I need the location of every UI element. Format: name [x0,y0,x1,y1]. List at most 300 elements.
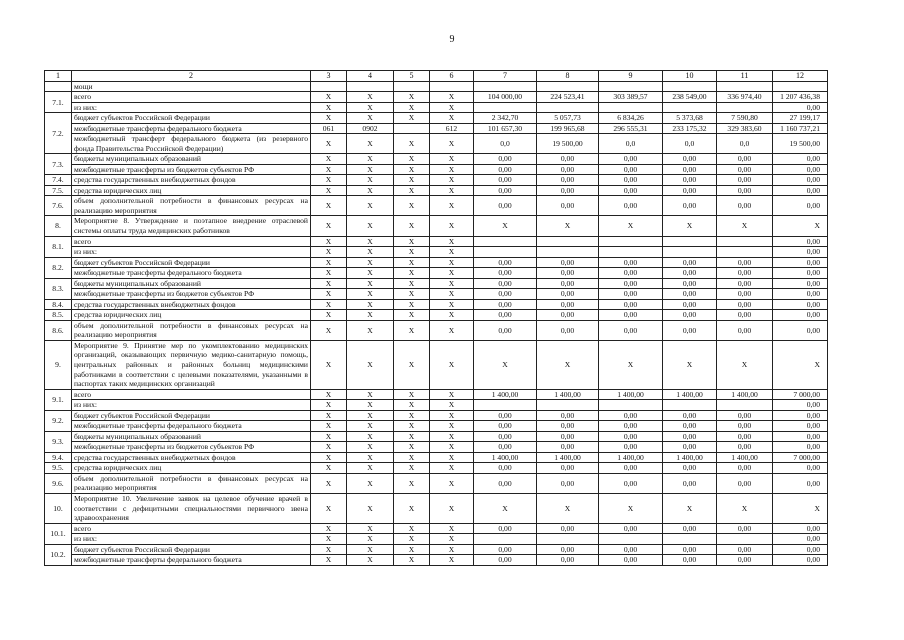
table-row [45,410,828,421]
value-cell-col7: 0,00 [474,164,537,175]
row-description: мощи [72,81,311,92]
value-cell-col7: 0,00 [474,257,537,268]
value-cell-col5: X [394,278,430,289]
value-cell-col7: X [474,340,537,389]
value-cell-col6: X [430,555,474,566]
value-cell-col9: 0,00 [599,544,663,555]
value-cell-col9: 0,00 [599,421,663,432]
value-cell-col8: X [537,493,599,523]
value-cell-col3: X [311,421,347,432]
row-number: 10. [45,493,72,523]
value-cell-col3: X [311,113,347,124]
value-cell-col4: X [347,544,394,555]
value-cell-col3: X [311,175,347,186]
value-cell-col7: 2 342,70 [474,113,537,124]
value-cell-col8: 0,00 [537,257,599,268]
value-cell-col9: 303 389,57 [599,92,663,103]
value-cell-col8: 0,00 [537,463,599,474]
value-cell-col7: 0,00 [474,544,537,555]
value-cell-col6: X [430,544,474,555]
value-cell-col6: X [430,389,474,400]
value-cell-col12: 27 199,17 [773,113,828,124]
value-cell-col6: X [430,134,474,154]
row-description: средства государственных внебюджетных фондов [72,299,311,310]
value-cell-col9: 6 834,26 [599,113,663,124]
value-cell-col5: X [394,299,430,310]
value-cell-col4: X [347,216,394,236]
col-header: 2 [72,71,311,82]
table-row [45,236,828,247]
value-cell-col10: 233 175,32 [663,123,717,134]
value-cell-col11: 0,00 [717,320,773,340]
row-number: 8.6. [45,320,72,340]
value-cell-col7: 0,00 [474,555,537,566]
empty-cell [347,81,394,92]
value-cell-col5: X [394,257,430,268]
table-row [45,113,828,124]
value-cell-col10 [663,400,717,411]
value-cell-col5: X [394,310,430,321]
value-cell-col6: X [430,452,474,463]
value-cell-col3: X [311,92,347,103]
value-cell-col4: X [347,175,394,186]
value-cell-col6: X [430,431,474,442]
value-cell-col3: X [311,400,347,411]
row-description: Мероприятие 9. Принятие мер по укомплектованию медицинских организаций, оказывающих первичную медико-санитарную помощь, центральных районных и районных больниц медицинскими работниками в соответствии с целевыми показателями, указанными в паспортах таких медицинских организаций [72,340,311,389]
value-cell-col6: X [430,463,474,474]
value-cell-col5: X [394,555,430,566]
value-cell-col10: 0,00 [663,196,717,216]
row-number-cell [45,81,72,92]
value-cell-col12: 0,00 [773,257,828,268]
value-cell-col6: X [430,278,474,289]
value-cell-col4: X [347,154,394,165]
value-cell-col3: X [311,431,347,442]
value-cell-col7: 0,00 [474,410,537,421]
value-cell-col7: 0,00 [474,185,537,196]
empty-cell [474,81,537,92]
value-cell-col11 [717,534,773,545]
value-cell-col10: 0,00 [663,463,717,474]
value-cell-col5: X [394,164,430,175]
value-cell-col11: 0,00 [717,523,773,534]
value-cell-col5: X [394,247,430,258]
value-cell-col6: X [430,175,474,186]
value-cell-col10 [663,247,717,258]
value-cell-col4: X [347,340,394,389]
value-cell-col12: 0,00 [773,534,828,545]
value-cell-col8: 199 965,68 [537,123,599,134]
value-cell-col5: X [394,400,430,411]
value-cell-col9: 0,00 [599,463,663,474]
table-row [45,81,828,92]
table-row [45,523,828,534]
value-cell-col4: X [347,473,394,493]
value-cell-col12: 0,00 [773,289,828,300]
value-cell-col12: 0,00 [773,431,828,442]
value-cell-col4: X [347,523,394,534]
row-description: Мероприятие 8. Утверждение и поэтапное внедрение отраслевой системы оплаты труда медицинских работников [72,216,311,236]
row-description: межбюджетные трансферты федерального бюджета [72,268,311,279]
value-cell-col5: X [394,389,430,400]
row-description: средства государственных внебюджетных фондов [72,175,311,186]
value-cell-col4: X [347,185,394,196]
value-cell-col7: 0,00 [474,431,537,442]
value-cell-col5: X [394,175,430,186]
col-header: 4 [347,71,394,82]
value-cell-col12: X [773,216,828,236]
value-cell-col5: X [394,463,430,474]
value-cell-col11: X [717,340,773,389]
row-number: 7.2. [45,113,72,154]
value-cell-col11: 0,00 [717,544,773,555]
value-cell-col7: 0,00 [474,289,537,300]
value-cell-col10: 0,00 [663,154,717,165]
value-cell-col3: X [311,555,347,566]
row-number: 8.5. [45,310,72,321]
value-cell-col10: 0,00 [663,523,717,534]
row-number: 9.5. [45,463,72,474]
value-cell-col5: X [394,92,430,103]
value-cell-col9: 0,00 [599,320,663,340]
col-header: 3 [311,71,347,82]
value-cell-col5: X [394,113,430,124]
value-cell-col11: 0,00 [717,257,773,268]
empty-cell [430,81,474,92]
table-row [45,164,828,175]
row-description: объем дополнительной потребности в финансовых ресурсах на реализацию мероприятия [72,320,311,340]
value-cell-col3: X [311,134,347,154]
value-cell-col3: X [311,196,347,216]
value-cell-col12: 0,00 [773,400,828,411]
value-cell-col12: 0,00 [773,175,828,186]
value-cell-col8: 0,00 [537,431,599,442]
value-cell-col8: 0,00 [537,320,599,340]
value-cell-col8: 0,00 [537,175,599,186]
value-cell-col7: 0,00 [474,299,537,310]
value-cell-col8 [537,102,599,113]
value-cell-col9: 0,00 [599,185,663,196]
value-cell-col12: 0,00 [773,442,828,453]
row-description: межбюджетные трансферты федерального бюджета [72,123,311,134]
value-cell-col3: X [311,289,347,300]
value-cell-col11: 0,00 [717,289,773,300]
row-number: 7.4. [45,175,72,186]
row-number: 7.3. [45,154,72,175]
value-cell-col10: 0,00 [663,278,717,289]
value-cell-col11: 0,00 [717,268,773,279]
value-cell-col6: X [430,421,474,432]
value-cell-col5: X [394,431,430,442]
value-cell-col9: 0,00 [599,555,663,566]
value-cell-col6: X [430,154,474,165]
col-header: 11 [717,71,773,82]
value-cell-col12: 0,00 [773,278,828,289]
value-cell-col12: 0,00 [773,299,828,310]
table-row [45,289,828,300]
value-cell-col10 [663,534,717,545]
value-cell-col8: X [537,340,599,389]
value-cell-col12: 0,00 [773,320,828,340]
value-cell-col6: X [430,523,474,534]
table-row [45,463,828,474]
row-description: Мероприятие 10. Увеличение заявок на целевое обучение врачей в соответствии с дефицитными специальностями первичного звена здравоохранения [72,493,311,523]
table-row [45,268,828,279]
value-cell-col9: 0,00 [599,196,663,216]
value-cell-col4: X [347,421,394,432]
value-cell-col10: 1 400,00 [663,452,717,463]
row-description: средства государственных внебюджетных фондов [72,452,311,463]
value-cell-col9: 0,0 [599,134,663,154]
value-cell-col4: X [347,493,394,523]
value-cell-col4: X [347,400,394,411]
value-cell-col7: X [474,493,537,523]
row-number: 10.2. [45,544,72,565]
value-cell-col7 [474,534,537,545]
value-cell-col10: 0,00 [663,442,717,453]
value-cell-col3: X [311,185,347,196]
value-cell-col7: 0,00 [474,310,537,321]
value-cell-col9: X [599,340,663,389]
value-cell-col7 [474,247,537,258]
value-cell-col3: X [311,340,347,389]
value-cell-col9: 1 400,00 [599,452,663,463]
value-cell-col6: X [430,164,474,175]
value-cell-col3: X [311,216,347,236]
table-row [45,299,828,310]
value-cell-col10 [663,236,717,247]
col-header: 7 [474,71,537,82]
value-cell-col9: 0,00 [599,164,663,175]
value-cell-col8: 0,00 [537,154,599,165]
value-cell-col3: X [311,463,347,474]
value-cell-col5: X [394,410,430,421]
value-cell-col4: X [347,236,394,247]
value-cell-col10: 1 400,00 [663,389,717,400]
value-cell-col10: 0,00 [663,473,717,493]
value-cell-col4: X [347,278,394,289]
value-cell-col4: X [347,289,394,300]
value-cell-col7: 0,00 [474,421,537,432]
value-cell-col11: 0,00 [717,299,773,310]
value-cell-col6: X [430,247,474,258]
value-cell-col9: 0,00 [599,257,663,268]
value-cell-col6: X [430,340,474,389]
value-cell-col4: X [347,257,394,268]
value-cell-col4: X [347,102,394,113]
value-cell-col3: X [311,523,347,534]
value-cell-col7 [474,236,537,247]
value-cell-col7: 1 400,00 [474,452,537,463]
value-cell-col11 [717,102,773,113]
row-description: межбюджетные трансферты федерального бюджета [72,421,311,432]
value-cell-col3: X [311,534,347,545]
value-cell-col8 [537,247,599,258]
table-row [45,154,828,165]
value-cell-col7: 0,00 [474,196,537,216]
value-cell-col3: X [311,164,347,175]
table-row [45,473,828,493]
value-cell-col7: 0,00 [474,442,537,453]
value-cell-col3: 061 [311,123,347,134]
value-cell-col9: 0,00 [599,175,663,186]
value-cell-col5: X [394,544,430,555]
value-cell-col12: 0,00 [773,102,828,113]
value-cell-col10: 0,00 [663,310,717,321]
value-cell-col10 [663,102,717,113]
row-description: межбюджетный трансферт федерального бюджета (из резервного фонда Правительства Российской Федерации) [72,134,311,154]
value-cell-col10: 5 373,68 [663,113,717,124]
value-cell-col7: 0,00 [474,154,537,165]
value-cell-col5: X [394,534,430,545]
value-cell-col7: 0,00 [474,268,537,279]
value-cell-col8: 0,00 [537,196,599,216]
value-cell-col11: 7 590,80 [717,113,773,124]
value-cell-col7: X [474,216,537,236]
value-cell-col6: X [430,442,474,453]
value-cell-col10: 0,00 [663,185,717,196]
value-cell-col12: 0,00 [773,523,828,534]
row-description: бюджет субъектов Российской Федерации [72,544,311,555]
value-cell-col3: X [311,268,347,279]
value-cell-col10: 0,0 [663,134,717,154]
value-cell-col8: 1 400,00 [537,452,599,463]
value-cell-col7 [474,102,537,113]
value-cell-col5 [394,123,430,134]
value-cell-col10: X [663,493,717,523]
table-row [45,320,828,340]
value-cell-col8 [537,400,599,411]
table-row [45,278,828,289]
table-row [45,421,828,432]
value-cell-col5: X [394,452,430,463]
value-cell-col7: 0,00 [474,473,537,493]
value-cell-col11: 0,00 [717,154,773,165]
value-cell-col8 [537,236,599,247]
row-description: бюджет субъектов Российской Федерации [72,410,311,421]
table-row [45,442,828,453]
value-cell-col11: X [717,493,773,523]
table-row [45,123,828,134]
value-cell-col8: 224 523,41 [537,92,599,103]
value-cell-col5: X [394,102,430,113]
table-row [45,216,828,236]
value-cell-col10: 0,00 [663,431,717,442]
empty-cell [663,81,717,92]
row-description: бюджеты муниципальных образований [72,154,311,165]
value-cell-col9: 296 555,31 [599,123,663,134]
value-cell-col10: 0,00 [663,555,717,566]
value-cell-col6: X [430,92,474,103]
value-cell-col5: X [394,185,430,196]
value-cell-col3: X [311,278,347,289]
empty-cell [311,81,347,92]
value-cell-col10: 0,00 [663,421,717,432]
value-cell-col8 [537,534,599,545]
value-cell-col7: 101 657,30 [474,123,537,134]
value-cell-col7: 0,00 [474,523,537,534]
value-cell-col10: 238 549,00 [663,92,717,103]
empty-cell [717,81,773,92]
row-number: 9.4. [45,452,72,463]
row-number: 9.2. [45,410,72,431]
value-cell-col3: X [311,154,347,165]
value-cell-col11: 0,00 [717,278,773,289]
value-cell-col3: X [311,452,347,463]
row-description: всего [72,523,311,534]
value-cell-col6: X [430,400,474,411]
value-cell-col8: 0,00 [537,555,599,566]
value-cell-col9 [599,236,663,247]
table-row [45,102,828,113]
value-cell-col4: X [347,247,394,258]
value-cell-col3: X [311,410,347,421]
value-cell-col11: 0,00 [717,310,773,321]
value-cell-col4: X [347,134,394,154]
value-cell-col11: 0,00 [717,463,773,474]
col-header: 10 [663,71,717,82]
value-cell-col7: 0,00 [474,278,537,289]
value-cell-col11: X [717,216,773,236]
value-cell-col8: 19 500,00 [537,134,599,154]
value-cell-col4: X [347,463,394,474]
table-row [45,452,828,463]
value-cell-col4: X [347,555,394,566]
value-cell-col12: 0,00 [773,185,828,196]
value-cell-col12: 0,00 [773,154,828,165]
value-cell-col3: X [311,310,347,321]
value-cell-col9: 0,00 [599,299,663,310]
row-number: 9. [45,340,72,389]
row-description: средства юридических лиц [72,185,311,196]
value-cell-col10: 0,00 [663,268,717,279]
value-cell-col8: 0,00 [537,289,599,300]
value-cell-col3: X [311,247,347,258]
value-cell-col11: 0,00 [717,410,773,421]
value-cell-col8: 0,00 [537,185,599,196]
row-number: 9.3. [45,431,72,452]
row-description: межбюджетные трансферты федерального бюджета [72,555,311,566]
budget-table [44,70,828,566]
value-cell-col6: X [430,299,474,310]
table-row [45,134,828,154]
row-description: всего [72,389,311,400]
value-cell-col6: X [430,185,474,196]
row-number: 8.3. [45,278,72,299]
value-cell-col4: X [347,268,394,279]
value-cell-col12: 1 207 436,38 [773,92,828,103]
value-cell-col10: 0,00 [663,257,717,268]
value-cell-col12: 0,00 [773,544,828,555]
value-cell-col9: 0,00 [599,289,663,300]
table-row [45,555,828,566]
value-cell-col6: X [430,257,474,268]
row-number: 8. [45,216,72,236]
row-description: объем дополнительной потребности в финансовых ресурсах на реализацию мероприятия [72,473,311,493]
value-cell-col12: 0,00 [773,196,828,216]
value-cell-col3: X [311,442,347,453]
row-number: 8.2. [45,257,72,278]
value-cell-col6: X [430,113,474,124]
table-row [45,340,828,389]
value-cell-col4: X [347,442,394,453]
value-cell-col11: 0,00 [717,164,773,175]
value-cell-col12: 0,00 [773,310,828,321]
value-cell-col5: X [394,523,430,534]
row-description: средства юридических лиц [72,310,311,321]
row-description: из них: [72,534,311,545]
value-cell-col4: 0902 [347,123,394,134]
